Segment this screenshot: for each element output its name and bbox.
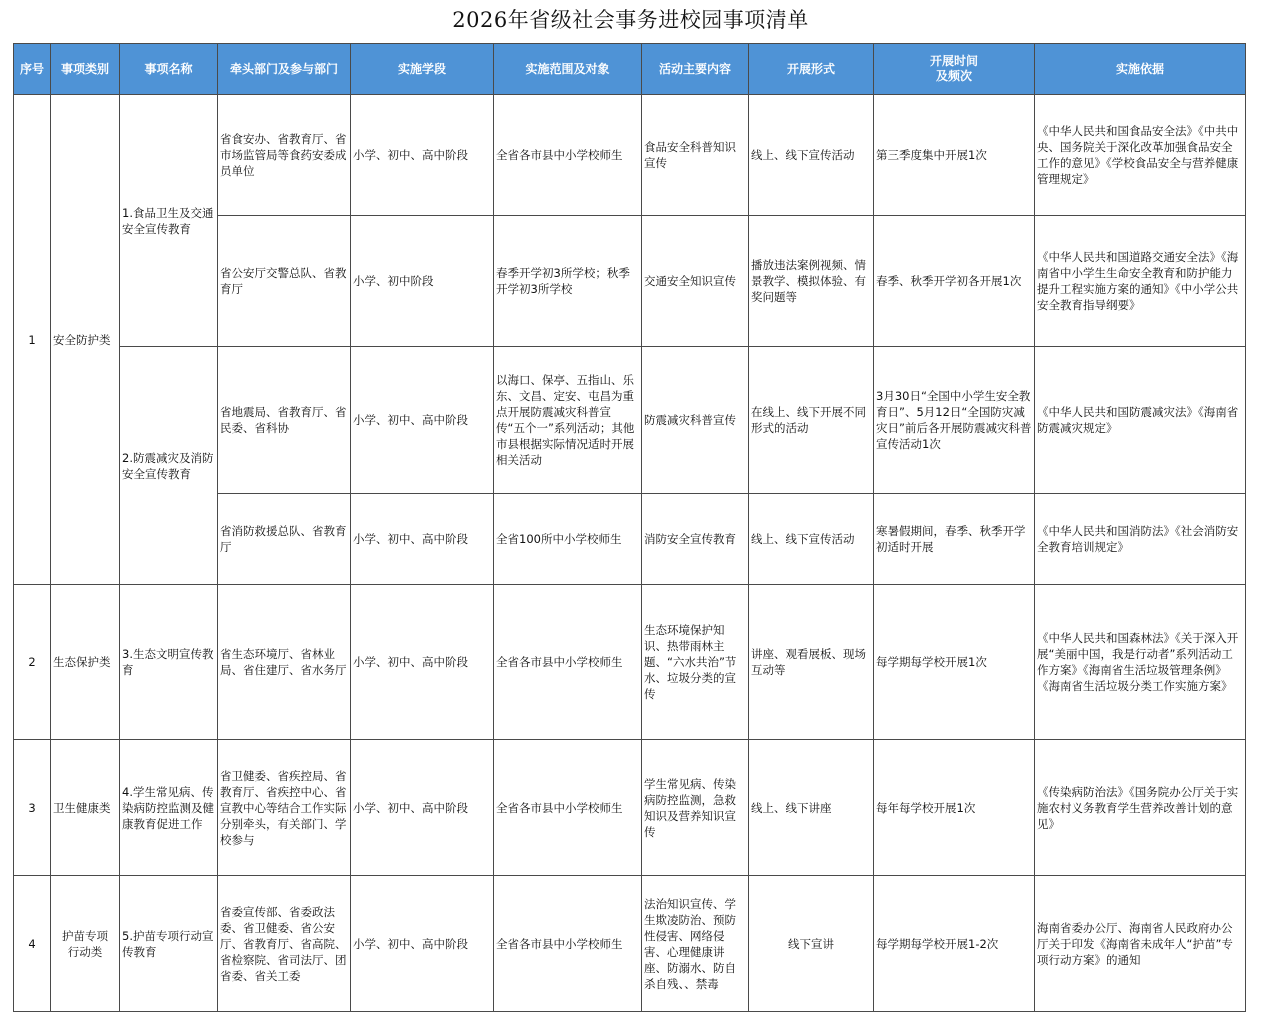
dept-cell: 省卫健委、省疾控局、省教育厅、省疾控中心、省宣教中心等结合工作实际分别牵头，有关部门、学校参与 [218, 740, 351, 876]
table-row [14, 585, 1246, 740]
basis-cell: 《中华人民共和国消防法》《社会消防安全教育培训规定》 [1035, 494, 1246, 585]
matters-table [13, 43, 1246, 1012]
form-cell: 线下宣讲 [749, 876, 874, 1012]
form-cell: 在线上、线下开展不同形式的活动 [749, 347, 874, 494]
time-cell: 每学期每学校开展1-2次 [874, 876, 1035, 1012]
content-cell: 交通安全知识宣传 [642, 216, 749, 347]
category-cell: 安全防护类 [51, 95, 120, 585]
dept-cell: 省食安办、省教育厅、省市场监管局等食药安委成员单位 [218, 95, 351, 216]
category-cell: 生态保护类 [51, 585, 120, 740]
basis-cell: 《中华人民共和国道路交通安全法》《海南省中小学生生命安全教育和防护能力提升工程实施方案的通知》《中小学公共安全教育指导纲要》 [1035, 216, 1246, 347]
stage-cell: 小学、初中、高中阶段 [351, 740, 494, 876]
row-number: 4 [14, 876, 51, 1012]
row-number: 2 [14, 585, 51, 740]
header-dept: 牵头部门及参与部门 [218, 44, 351, 95]
stage-cell: 小学、初中、高中阶段 [351, 585, 494, 740]
dept-cell: 省消防救援总队、省教育厅 [218, 494, 351, 585]
item-name-cell: 3.生态文明宣传教育 [120, 585, 218, 740]
row-number: 3 [14, 740, 51, 876]
header-name: 事项名称 [120, 44, 218, 95]
table-row [14, 95, 1246, 216]
item-name-cell: 2.防震减灾及消防安全宣传教育 [120, 347, 218, 585]
header-content: 活动主要内容 [642, 44, 749, 95]
item-name-cell: 1.食品卫生及交通安全宣传教育 [120, 95, 218, 347]
scope-cell: 全省各市县中小学校师生 [494, 876, 642, 1012]
page-title: 2026年省级社会事务进校园事项清单 [452, 8, 809, 32]
stage-cell: 小学、初中、高中阶段 [351, 876, 494, 1012]
content-cell: 生态环境保护知识、热带雨林主题、“六水共治”节水、垃圾分类的宣传 [642, 585, 749, 740]
scope-cell: 以海口、保亭、五指山、乐东、文昌、定安、屯昌为重点开展防震减灾科普宣传“五个一”系列活动；其他市县根据实际情况适时开展相关活动 [494, 347, 642, 494]
stage-cell: 小学、初中、高中阶段 [351, 95, 494, 216]
item-name-cell: 5.护苗专项行动宣传教育 [120, 876, 218, 1012]
header-form: 开展形式 [749, 44, 874, 95]
form-cell: 线上、线下宣传活动 [749, 95, 874, 216]
table-row [14, 740, 1246, 876]
basis-cell: 《中华人民共和国森林法》《关于深入开展“美丽中国，我是行动者”系列活动工作方案》《海南省生活垃圾管理条例》《海南省生活垃圾分类工作实施方案》 [1035, 585, 1246, 740]
header-row [14, 44, 1246, 95]
content-cell: 法治知识宣传、学生欺凌防治、预防性侵害、网络侵害、心理健康讲座、防溺水、防自杀自残、、禁毒 [642, 876, 749, 1012]
basis-cell: 海南省委办公厅、海南省人民政府办公厅关于印发《海南省未成年人“护苗”专项行动方案》的通知 [1035, 876, 1246, 1012]
stage-cell: 小学、初中、高中阶段 [351, 494, 494, 585]
dept-cell: 省委宣传部、省委政法委、省卫健委、省公安厅、省教育厅、省高院、省检察院、省司法厅、团省委、省关工委 [218, 876, 351, 1012]
form-cell: 播放违法案例视频、情景教学、模拟体验、有奖问题等 [749, 216, 874, 347]
dept-cell: 省生态环境厅、省林业局、省住建厅、省水务厅 [218, 585, 351, 740]
header-scope: 实施范围及对象 [494, 44, 642, 95]
stage-cell: 小学、初中、高中阶段 [351, 347, 494, 494]
basis-cell: 《中华人民共和国食品安全法》《中共中央、国务院关于深化改革加强食品安全工作的意见》《学校食品安全与营养健康管理规定》 [1035, 95, 1246, 216]
scope-cell: 全省各市县中小学校师生 [494, 740, 642, 876]
table-row [14, 347, 1246, 494]
category-cell: 护苗专项 行动类 [51, 876, 120, 1012]
time-cell: 每年每学校开展1次 [874, 740, 1035, 876]
header-no: 序号 [14, 44, 51, 95]
category-cell: 卫生健康类 [51, 740, 120, 876]
table-row [14, 876, 1246, 1012]
time-cell: 3月30日“全国中小学生安全教育日”、5月12日“全国防灾减灾日”前后各开展防震减灾科普宣传活动1次 [874, 347, 1035, 494]
dept-cell: 省公安厅交警总队、省教育厅 [218, 216, 351, 347]
content-cell: 学生常见病、传染病防控监测，急救知识及营养知识宣传 [642, 740, 749, 876]
scope-cell: 全省各市县中小学校师生 [494, 95, 642, 216]
basis-cell: 《传染病防治法》《国务院办公厅关于实施农村义务教育学生营养改善计划的意见》 [1035, 740, 1246, 876]
content-cell: 防震减灾科普宣传 [642, 347, 749, 494]
header-time: 开展时间 及频次 [874, 44, 1035, 95]
time-cell: 春季、秋季开学初各开展1次 [874, 216, 1035, 347]
scope-cell: 春季开学初3所学校；秋季开学初3所学校 [494, 216, 642, 347]
time-cell: 寒暑假期间，春季、秋季开学初适时开展 [874, 494, 1035, 585]
dept-cell: 省地震局、省教育厅、省民委、省科协 [218, 347, 351, 494]
header-stage: 实施学段 [351, 44, 494, 95]
form-cell: 线上、线下宣传活动 [749, 494, 874, 585]
scope-cell: 全省100所中小学校师生 [494, 494, 642, 585]
scope-cell: 全省各市县中小学校师生 [494, 585, 642, 740]
item-name-cell: 4.学生常见病、传染病防控监测及健康教育促进工作 [120, 740, 218, 876]
basis-cell: 《中华人民共和国防震减灾法》《海南省防震减灾规定》 [1035, 347, 1246, 494]
content-cell: 食品安全科普知识宣传 [642, 95, 749, 216]
row-number: 1 [14, 95, 51, 585]
header-category: 事项类别 [51, 44, 120, 95]
form-cell: 线上、线下讲座 [749, 740, 874, 876]
time-cell: 第三季度集中开展1次 [874, 95, 1035, 216]
stage-cell: 小学、初中阶段 [351, 216, 494, 347]
header-basis: 实施依据 [1035, 44, 1246, 95]
time-cell: 每学期每学校开展1次 [874, 585, 1035, 740]
content-cell: 消防安全宣传教育 [642, 494, 749, 585]
form-cell: 讲座、观看展板、现场互动等 [749, 585, 874, 740]
